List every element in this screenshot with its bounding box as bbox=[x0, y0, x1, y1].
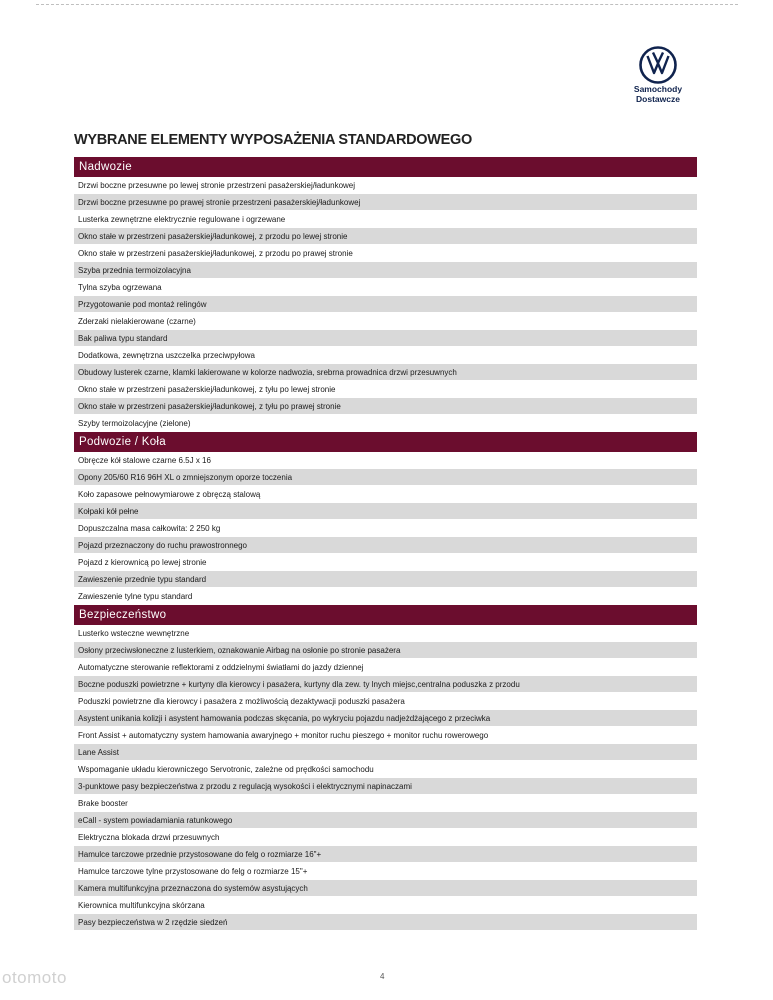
section-header: Podwozie / Koła bbox=[74, 432, 697, 452]
equipment-row: Brake booster bbox=[74, 795, 697, 812]
section-header: Nadwozie bbox=[74, 157, 697, 177]
equipment-row: Tylna szyba ogrzewana bbox=[74, 279, 697, 296]
equipment-row: Drzwi boczne przesuwne po lewej stronie przestrzeni pasażerskiej/ładunkowej bbox=[74, 177, 697, 194]
equipment-row: Opony 205/60 R16 96H XL o zmniejszonym oporze toczenia bbox=[74, 469, 697, 486]
equipment-row: Poduszki powietrzne dla kierowcy i pasażera z możliwością dezaktywacji poduszki pasażera bbox=[74, 693, 697, 710]
equipment-row: Kierownica multifunkcyjna skórzana bbox=[74, 897, 697, 914]
equipment-row: eCall - system powiadamiania ratunkowego bbox=[74, 812, 697, 829]
equipment-row: Dodatkowa, zewnętrzna uszczelka przeciwpyłowa bbox=[74, 347, 697, 364]
equipment-row: Front Assist + automatyczny system hamowania awaryjnego + monitor ruchu pieszego + monitor ruchu rowerowego bbox=[74, 727, 697, 744]
equipment-row: Pojazd przeznaczony do ruchu prawostronnego bbox=[74, 537, 697, 554]
equipment-row: Boczne poduszki powietrzne + kurtyny dla kierowcy i pasażera, kurtyny dla zew. ty lnych miejsc,centralna poduszka z przodu bbox=[74, 676, 697, 693]
logo-text-line2: Dostawcze bbox=[636, 94, 680, 104]
watermark: otomoto bbox=[2, 968, 67, 987]
vw-emblem-icon bbox=[639, 46, 677, 84]
equipment-row: Lusterko wsteczne wewnętrzne bbox=[74, 625, 697, 642]
equipment-table bbox=[74, 157, 697, 931]
equipment-row: Dopuszczalna masa całkowita: 2 250 kg bbox=[74, 520, 697, 537]
equipment-row: Kołpaki kół pełne bbox=[74, 503, 697, 520]
equipment-row: Osłony przeciwsłoneczne z lusterkiem, oznakowanie Airbag na osłonie po stronie pasażera bbox=[74, 642, 697, 659]
equipment-row: Zawieszenie przednie typu standard bbox=[74, 571, 697, 588]
equipment-row: Szyby termoizolacyjne (zielone) bbox=[74, 415, 697, 432]
page-number: 4 bbox=[380, 972, 385, 981]
section-header: Bezpieczeństwo bbox=[74, 605, 697, 625]
equipment-row: Szyba przednia termoizolacyjna bbox=[74, 262, 697, 279]
equipment-row: 3-punktowe pasy bezpieczeństwa z przodu z regulacją wysokości i elektrycznymi napinaczami bbox=[74, 778, 697, 795]
equipment-row: Koło zapasowe pełnowymiarowe z obręczą stalową bbox=[74, 486, 697, 503]
equipment-row: Zawieszenie tylne typu standard bbox=[74, 588, 697, 605]
equipment-row: Bak paliwa typu standard bbox=[74, 330, 697, 347]
equipment-row: Pojazd z kierownicą po lewej stronie bbox=[74, 554, 697, 571]
equipment-row: Okno stałe w przestrzeni pasażerskiej/ładunkowej, z przodu po prawej stronie bbox=[74, 245, 697, 262]
equipment-row: Hamulce tarczowe przednie przystosowane do felg o rozmiarze 16"+ bbox=[74, 846, 697, 863]
equipment-row: Pasy bezpieczeństwa w 2 rzędzie siedzeń bbox=[74, 914, 697, 931]
equipment-row: Elektryczna blokada drzwi przesuwnych bbox=[74, 829, 697, 846]
page-title: WYBRANE ELEMENTY WYPOSAŻENIA STANDARDOWEGO bbox=[74, 132, 472, 148]
equipment-row: Asystent unikania kolizji i asystent hamowania podczas skęcania, po wykryciu pojazdu nadjeżdżającego z przeciwka bbox=[74, 710, 697, 727]
equipment-row: Hamulce tarczowe tylne przystosowane do felg o rozmiarze 15"+ bbox=[74, 863, 697, 880]
equipment-row: Automatyczne sterowanie reflektorami z oddzielnymi światłami do jazdy dziennej bbox=[74, 659, 697, 676]
equipment-row: Obudowy lusterek czarne, klamki lakierowane w kolorze nadwozia, srebrna prowadnica drzwi przesuwnych bbox=[74, 364, 697, 381]
logo-text-line1: Samochody bbox=[633, 84, 683, 94]
equipment-row: Lusterka zewnętrzne elektrycznie regulowane i ogrzewane bbox=[74, 211, 697, 228]
vw-logo bbox=[628, 46, 688, 104]
equipment-row: Przygotowanie pod montaż relingów bbox=[74, 296, 697, 313]
equipment-row: Zderzaki nielakierowane (czarne) bbox=[74, 313, 697, 330]
equipment-row: Kamera multifunkcyjna przeznaczona do systemów asystujących bbox=[74, 880, 697, 897]
equipment-row: Lane Assist bbox=[74, 744, 697, 761]
equipment-row: Okno stałe w przestrzeni pasażerskiej/ładunkowej, z tyłu po lewej stronie bbox=[74, 381, 697, 398]
equipment-row: Okno stałe w przestrzeni pasażerskiej/ładunkowej, z tyłu po prawej stronie bbox=[74, 398, 697, 415]
equipment-row: Obręcze kół stalowe czarne 6.5J x 16 bbox=[74, 452, 697, 469]
equipment-row: Wspomaganie układu kierowniczego Servotronic, zależne od prędkości samochodu bbox=[74, 761, 697, 778]
top-dashed-rule bbox=[36, 4, 738, 5]
equipment-row: Okno stałe w przestrzeni pasażerskiej/ładunkowej, z przodu po lewej stronie bbox=[74, 228, 697, 245]
equipment-row: Drzwi boczne przesuwne po prawej stronie przestrzeni pasażerskiej/ładunkowej bbox=[74, 194, 697, 211]
